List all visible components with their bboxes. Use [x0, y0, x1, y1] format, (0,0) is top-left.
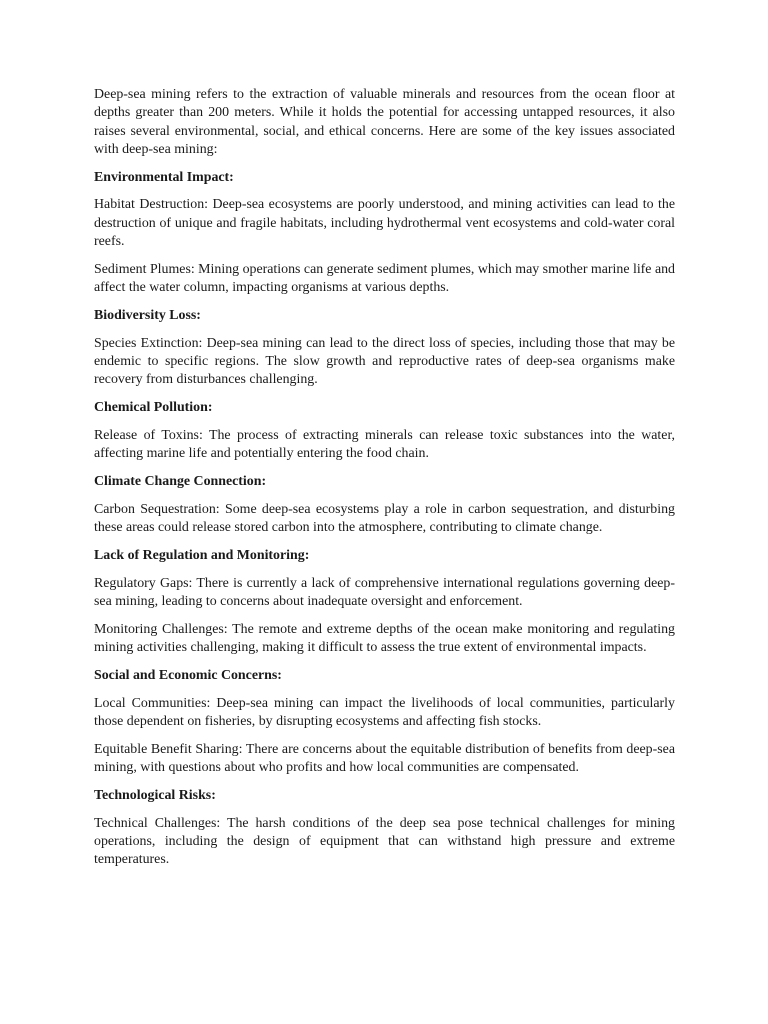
section-heading: Environmental Impact:: [94, 169, 234, 185]
section-paragraph: Release of Toxins: The process of extracting minerals can release toxic substances into the water, affecting marine life and potentially entering the food chain.: [94, 427, 675, 462]
section-biodiversity-loss: [94, 307, 675, 390]
section-paragraph: Local Communities: Deep-sea mining can impact the livelihoods of local communities, particularly those dependent on fisheries, by disrupting ecosystems and affecting fish stocks.: [94, 695, 675, 730]
section-paragraph: Equitable Benefit Sharing: There are concerns about the equitable distribution of benefits from deep-sea mining, with questions about who profits and how local communities are compensated.: [94, 741, 675, 776]
section-heading: Technological Risks:: [94, 787, 216, 803]
section-social-economic: [94, 667, 675, 777]
section-heading: Lack of Regulation and Monitoring:: [94, 547, 310, 563]
section-heading: Biodiversity Loss:: [94, 307, 201, 323]
section-environmental-impact: [94, 169, 675, 298]
section-paragraph: Carbon Sequestration: Some deep-sea ecosystems play a role in carbon sequestration, and disturbing these areas could release stored carbon into the atmosphere, contributing to climate change.: [94, 501, 675, 536]
intro-paragraph: Deep-sea mining refers to the extraction of valuable minerals and resources from the ocean floor at depths greater than 200 meters. While it holds the potential for accessing untapped resources, it also raises several environmental, social, and ethical concerns. Here are some of the key issues associated with deep-sea mining:: [94, 87, 675, 157]
section-regulation-monitoring: [94, 547, 675, 657]
section-chemical-pollution: [94, 399, 675, 463]
section-paragraph: Species Extinction: Deep-sea mining can lead to the direct loss of species, including those that may be endemic to specific regions. The slow growth and reproductive rates of deep-sea organisms make recovery from disturbances challenging.: [94, 335, 675, 388]
section-paragraph: Technical Challenges: The harsh conditions of the deep sea pose technical challenges for mining operations, including the design of equipment that can withstand high pressure and extreme temperatures.: [94, 815, 675, 868]
section-paragraph: Regulatory Gaps: There is currently a lack of comprehensive international regulations governing deep-sea mining, leading to concerns about inadequate oversight and enforcement.: [94, 575, 675, 610]
section-paragraph: Monitoring Challenges: The remote and extreme depths of the ocean make monitoring and regulating mining activities challenging, making it difficult to assess the true extent of environmental impacts.: [94, 621, 675, 656]
section-paragraph: Habitat Destruction: Deep-sea ecosystems are poorly understood, and mining activities can lead to the destruction of unique and fragile habitats, including hydrothermal vent ecosystems and cold-water coral reefs.: [94, 197, 675, 250]
section-paragraph: Sediment Plumes: Mining operations can generate sediment plumes, which may smother marine life and affect the water column, impacting organisms at various depths.: [94, 261, 675, 296]
document-page: [94, 86, 675, 879]
section-heading: Climate Change Connection:: [94, 474, 267, 490]
section-technological-risks: [94, 787, 675, 870]
section-heading: Chemical Pollution:: [94, 400, 213, 416]
section-climate-change: [94, 473, 675, 537]
section-heading: Social and Economic Concerns:: [94, 667, 282, 683]
